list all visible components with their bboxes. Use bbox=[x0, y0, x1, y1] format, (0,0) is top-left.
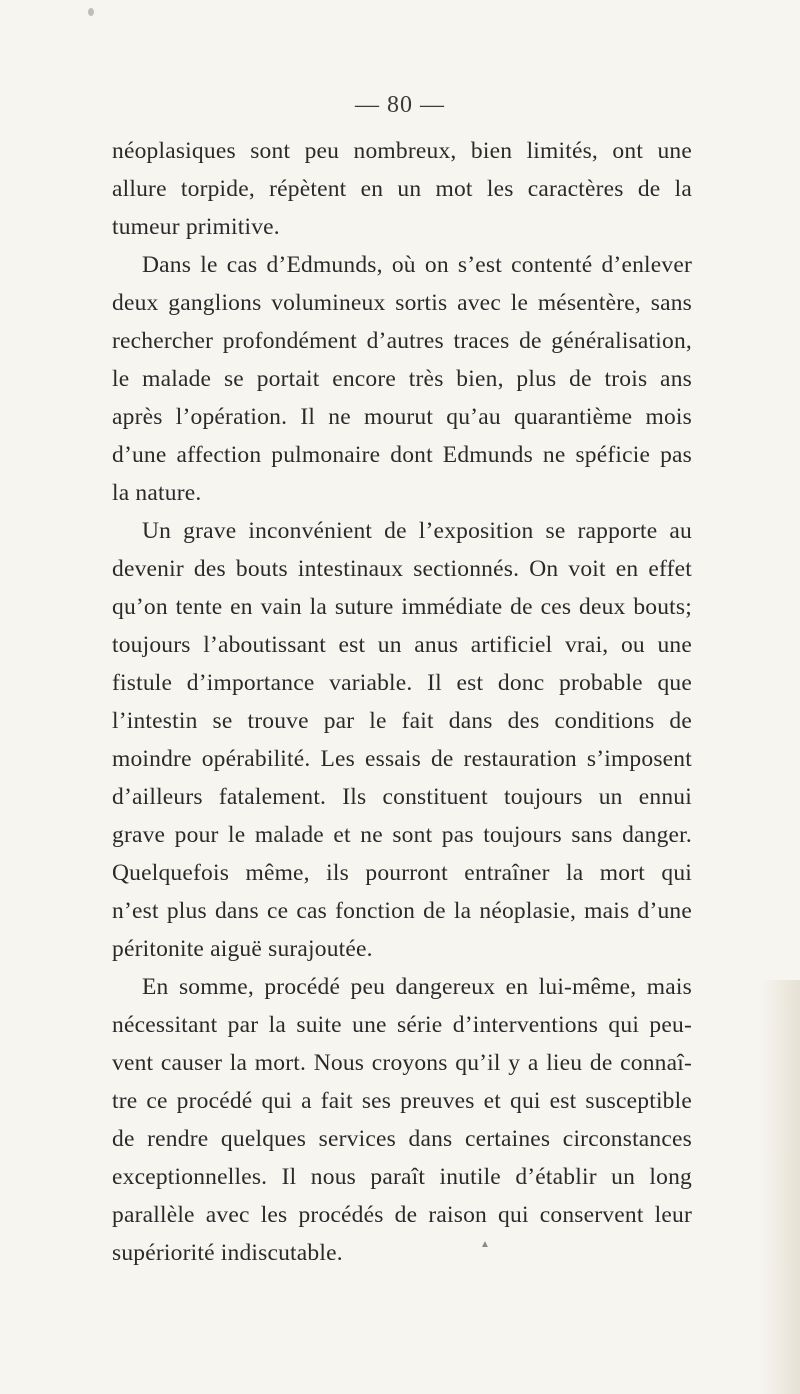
text-line: nécessitant par la suite une série d’interventions qui peu- bbox=[112, 1012, 692, 1038]
text-line: En somme, procédé peu dangereux en lui-même, mais bbox=[142, 974, 692, 1000]
text-line: devenir des bouts intestinaux sectionnés. On voit en effet bbox=[112, 556, 692, 582]
text-line: tumeur primitive. bbox=[112, 214, 280, 240]
text-line: le malade se portait encore très bien, plus de trois ans bbox=[112, 366, 692, 392]
text-line: après l’opération. Il ne mourut qu’au quarantième mois bbox=[112, 404, 692, 430]
text-line: la nature. bbox=[112, 480, 202, 506]
text-line: exceptionnelles. Il nous paraît inutile d’établir un long bbox=[112, 1164, 692, 1190]
text-line: supériorité indiscutable. bbox=[112, 1240, 343, 1266]
text-line: tre ce procédé qui a fait ses preuves et qui est susceptible bbox=[112, 1088, 692, 1114]
text-line: rechercher profondément d’autres traces de généralisation, bbox=[112, 328, 692, 354]
text-line: péritonite aiguë surajoutée. bbox=[112, 936, 373, 962]
text-line: d’une affection pulmonaire dont Edmunds ne spéficie pas bbox=[112, 442, 692, 468]
page-edge-shadow bbox=[760, 980, 800, 1394]
text-line: deux ganglions volumineux sortis avec le mésentère, sans bbox=[112, 290, 692, 316]
text-line: néoplasiques sont peu nombreux, bien limités, ont une bbox=[112, 138, 692, 164]
text-line: vent causer la mort. Nous croyons qu’il y a lieu de connaî- bbox=[112, 1050, 692, 1076]
text-line: toujours l’aboutissant est un anus artificiel vrai, ou une bbox=[112, 632, 692, 658]
text-line: Dans le cas d’Edmunds, où on s’est contenté d’enlever bbox=[142, 252, 692, 278]
page-number: — 80 — bbox=[355, 92, 445, 118]
text-line: l’intestin se trouve par le fait dans des conditions de bbox=[112, 708, 692, 734]
text-line: d’ailleurs fatalement. Ils constituent toujours un ennui bbox=[112, 784, 692, 810]
text-line: qu’on tente en vain la suture immédiate de ces deux bouts; bbox=[112, 594, 692, 620]
text-line: n’est plus dans ce cas fonction de la néoplasie, mais d’une bbox=[112, 898, 692, 924]
text-line: grave pour le malade et ne sont pas toujours sans danger. bbox=[112, 822, 692, 848]
text-line: Un grave inconvénient de l’exposition se rapporte au bbox=[142, 518, 692, 544]
text-line: allure torpide, répètent en un mot les caractères de la bbox=[112, 176, 692, 202]
text-line: de rendre quelques services dans certaines circonstances bbox=[112, 1126, 692, 1152]
text-line: fistule d’importance variable. Il est donc probable que bbox=[112, 670, 692, 696]
body-text bbox=[112, 132, 692, 1272]
text-line: parallèle avec les procédés de raison qui conservent leur bbox=[112, 1202, 692, 1228]
ink-speck bbox=[88, 8, 94, 16]
print-speck: ▲ bbox=[480, 1239, 490, 1250]
text-line: moindre opérabilité. Les essais de restauration s’imposent bbox=[112, 746, 692, 772]
text-line: Quelquefois même, ils pourront entraîner la mort qui bbox=[112, 860, 692, 886]
